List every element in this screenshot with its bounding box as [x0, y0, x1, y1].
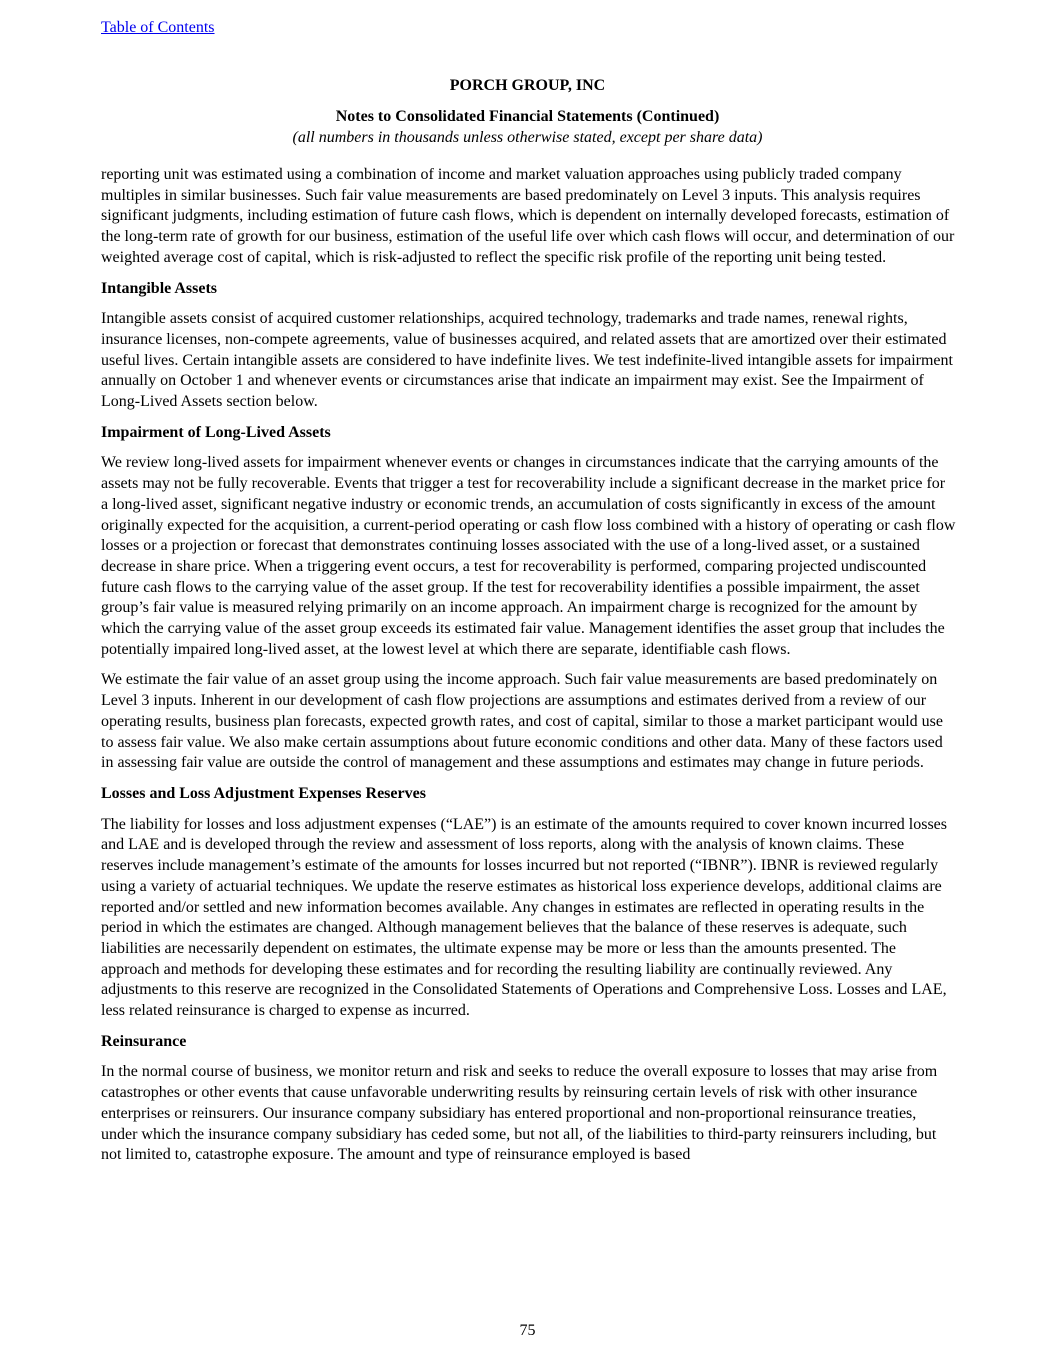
- document-body: [101, 165, 956, 1176]
- intro-paragraph: reporting unit was estimated using a combination of income and market valuation approaches using publicly traded company multiples in similar businesses. Such fair value measurements are based predominately on Level 3 inputs. This analysis requires significant judgments, including estimation of future cash flows, which is dependent on internally developed forecasts, estimation of the long-term rate of growth for our business, estimation of the useful life over which cash flows will occur, and determination of our weighted average cost of capital, which is risk-adjusted to reflect the specific risk profile of the reporting unit being tested.: [101, 166, 955, 266]
- section-heading-impairment: Impairment of Long-Lived Assets: [101, 423, 331, 441]
- reinsurance-paragraph: In the normal course of business, we monitor return and risk and seeks to reduce the overall exposure to losses that may arise from catastrophes or other events that cause unfavorable underwriting results by reinsuring certain levels of risk with other insurance enterprises or reinsurers. Our insurance company subsidiary has entered proportional and non-proportional reinsurance treaties, under which the insurance company subsidiary has ceded some, but not all, of the liabilities to third-party reinsurers including, but not limited to, catastrophe exposure. The amount and type of reinsurance employed is based: [101, 1063, 938, 1164]
- section-heading-losses-reserves: Losses and Loss Adjustment Expenses Reserves: [101, 784, 426, 802]
- section-heading-reinsurance: Reinsurance: [101, 1032, 187, 1050]
- intangible-assets-paragraph: Intangible assets consist of acquired customer relationships, acquired technology, trademarks and trade names, renewal rights, insurance licenses, non-compete agreements, value of businesses acquired, and related assets that are amortized over their estimated useful lives. Certain intangible assets are considered to have indefinite lives. We test indefinite-lived intangible assets for impairment annually on October 1 and whenever events or circumstances arise that indicate an impairment may exist. See the Impairment of Long-Lived Assets section below.: [101, 310, 953, 411]
- section-heading-intangible-assets: Intangible Assets: [101, 279, 218, 297]
- notes-subtitle: (all numbers in thousands unless otherwise stated, except per share data): [292, 129, 763, 146]
- table-of-contents-link[interactable]: Table of Contents: [101, 19, 215, 36]
- page-number: 75: [519, 1322, 536, 1339]
- impairment-paragraph-1: We review long-lived assets for impairment whenever events or changes in circumstances indicate that the carrying amounts of the assets may not be fully recoverable. Events that trigger a test for recoverability include a significant decrease in the market price for a long-lived asset, significant negative industry or economic trends, an accumulation of costs significantly in excess of the amount originally expected for the acquisition, a current-period operating or cash flow loss combined with a history of operating or cash flow losses or a projection or forecast that demonstrates continuing losses associated with the use of a long-lived asset, or a sustained decrease in share price. When a triggering event occurs, a test for recoverability is performed, comparing projected undiscounted future cash flows to the carrying value of the asset group. If the test for recoverability identifies a possible impairment, the asset group’s fair value is measured relying primarily on an income approach. An impairment charge is recognized for the amount by which the carrying value of the asset group exceeds its estimated fair value. Management identifies the asset group that includes the potentially impaired long-lived asset, at the lowest level at which there are separate, identifiable cash flows.: [101, 454, 956, 658]
- impairment-paragraph-2: We estimate the fair value of an asset group using the income approach. Such fair value measurements are based predominately on Level 3 inputs. Inherent in our development of cash flow projections are assumptions and estimates derived from a review of our operating results, business plan forecasts, expected growth rates, and cost of capital, similar to those a market participant would use to assess fair value. We also make certain assumptions about future economic conditions and other data. Many of these factors used in assessing fair value are outside the control of management and these assumptions and estimates may change in future periods.: [101, 671, 943, 772]
- notes-title: Notes to Consolidated Financial Statements (Continued): [335, 108, 720, 125]
- losses-reserves-paragraph: The liability for losses and loss adjustment expenses (“LAE”) is an estimate of the amounts required to cover known incurred losses and LAE and is developed through the review and assessment of loss reports, along with the analysis of known claims. These reserves include management’s estimate of the amounts for losses incurred but not reported (“IBNR”). IBNR is reviewed regularly using a variety of actuarial techniques. We update the reserve estimates as historical loss experience develops, additional claims are reported and/or settled and new information becomes available. Any changes in estimates are reflected in operating results in the period in which the estimates are changed. Although management believes that the balance of these reserves is adequate, such liabilities are necessarily dependent on estimates, the ultimate expense may be more or less than the amounts presented. The approach and methods for developing these estimates and for recording the resulting liability are continually reviewed. Any adjustments to this reserve are recognized in the Consolidated Statements of Operations and Comprehensive Loss. Losses and LAE, less related reinsurance is charged to expense as incurred.: [101, 815, 948, 1020]
- company-name: PORCH GROUP, INC: [449, 77, 606, 94]
